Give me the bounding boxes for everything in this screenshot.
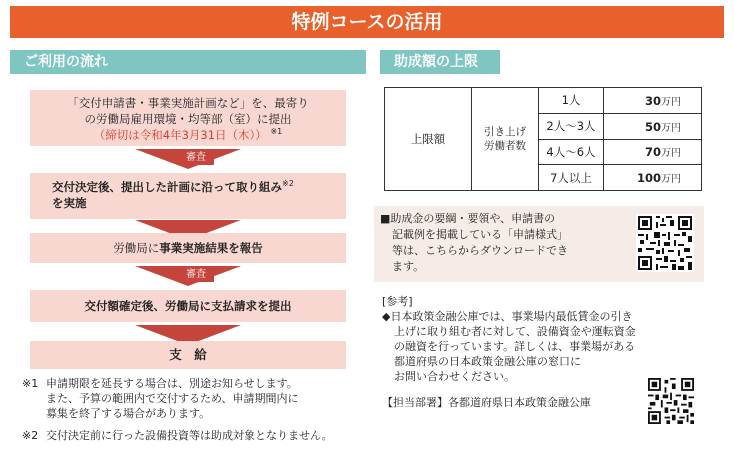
download-qr-code-icon[interactable] (636, 214, 694, 272)
reference-line3: の融資を行っています。詳しくは、事業場がある (394, 340, 636, 353)
note2-mark: ※2 (22, 429, 39, 442)
grant-row-label: 上限額 (385, 88, 472, 191)
step1-line3 (30, 127, 346, 143)
step1-deadline: （締切は令和4年3月31日（木）） (93, 128, 267, 142)
download-line3: 等は、こちらからダウンロードでき (392, 244, 568, 257)
reference-contact: 【担当部署】各都道府県日本政策金融公庫 (382, 396, 591, 409)
flow-step-submit (30, 90, 346, 146)
grant-table (384, 87, 702, 191)
step2-line1-wrap (52, 179, 346, 195)
review-label-1: 審査 (178, 151, 214, 165)
download-line2: 記載例を掲載している「申請様式」 (392, 228, 568, 241)
reference-qr-code-icon[interactable] (648, 378, 694, 424)
reference-line1: ◆日本政策金融公庫では、事業場内最低賃金の引き (382, 310, 633, 323)
grant-amount-unit: 万円 (661, 148, 681, 160)
flow-step-payment-request (30, 290, 346, 322)
step4-prefix: 交付額確定後、労働局に (84, 299, 211, 313)
step2-line2: を実施 (52, 196, 87, 210)
reference-title: [参考] (382, 295, 413, 308)
reference-line5: お問い合わせください。 (394, 370, 515, 383)
step1-line2: の労働局雇用環境・均等部（室）に提出 (84, 112, 292, 126)
step3-bold: 事業実施結果を報告 (159, 241, 263, 255)
reference-line4: 都道府県の日本政策金融公庫の窓口に (394, 355, 581, 368)
flow-step-implement (30, 173, 346, 219)
grant-sub-label-2: 労働者数 (484, 140, 526, 152)
flow-note-2 (22, 428, 367, 443)
review-label-2: 審査 (178, 268, 214, 282)
grant-amount (604, 113, 702, 139)
grant-amount-value: 70 (644, 145, 661, 160)
flow-step-payment: 支 給 (30, 341, 346, 369)
grant-workers: 4人～6人 (539, 139, 604, 165)
reference-line2: 上げに取り組む者に対して、設備資金や運転資金 (394, 325, 636, 338)
step2-ref: ※2 (282, 179, 294, 189)
grant-sub-label-1: 引き上げ (484, 126, 526, 138)
step3-prefix: 労働局に (113, 241, 160, 255)
note1-mark: ※1 (22, 377, 39, 390)
note2-text: 交付決定前に行った設備投資等は助成対象となりません。 (46, 429, 333, 442)
grant-amount-value: 100 (636, 171, 661, 186)
step1-ref: ※1 (270, 127, 283, 137)
grant-amount-unit: 万円 (661, 122, 681, 134)
grant-amount (604, 165, 702, 191)
step1-line1: 「交付申請書・事業実施計画など」を、最寄り (67, 96, 309, 110)
download-info-box (374, 206, 704, 282)
grant-sub-label (472, 88, 539, 191)
note1-line2: また、予算の範囲内で交付するため、申請期間内に (46, 392, 299, 405)
grant-amount-value: 50 (644, 119, 661, 134)
download-line4: ます。 (392, 260, 425, 273)
page-banner: 特例コースの活用 (10, 6, 724, 38)
step2-line1: 交付決定後、提出した計画に沿って取り組み (52, 180, 282, 194)
flow-note-1 (22, 376, 362, 421)
grant-amount (604, 139, 702, 165)
download-text (380, 211, 630, 275)
grant-amount-unit: 万円 (661, 96, 681, 108)
grant-workers: 7人以上 (539, 165, 604, 191)
grant-amount-unit: 万円 (661, 174, 681, 186)
step4-bold: 支払請求を提出 (211, 299, 292, 313)
flow-section-header: ご利用の流れ (10, 50, 366, 74)
grant-amount (604, 88, 702, 114)
grant-amount-value: 30 (644, 93, 661, 108)
grant-workers: 1人 (539, 88, 604, 114)
download-line1: ■助成金の要綱・要領や、申請書の (380, 212, 556, 225)
grant-section-header: 助成額の上限 (380, 50, 500, 74)
note1-line3: 募集を終了する場合があります。 (46, 407, 211, 420)
grant-workers: 2人～3人 (539, 113, 604, 139)
flow-step-report (30, 233, 346, 263)
note1-line1: 申請期限を延長する場合は、別途お知らせします。 (46, 377, 298, 390)
